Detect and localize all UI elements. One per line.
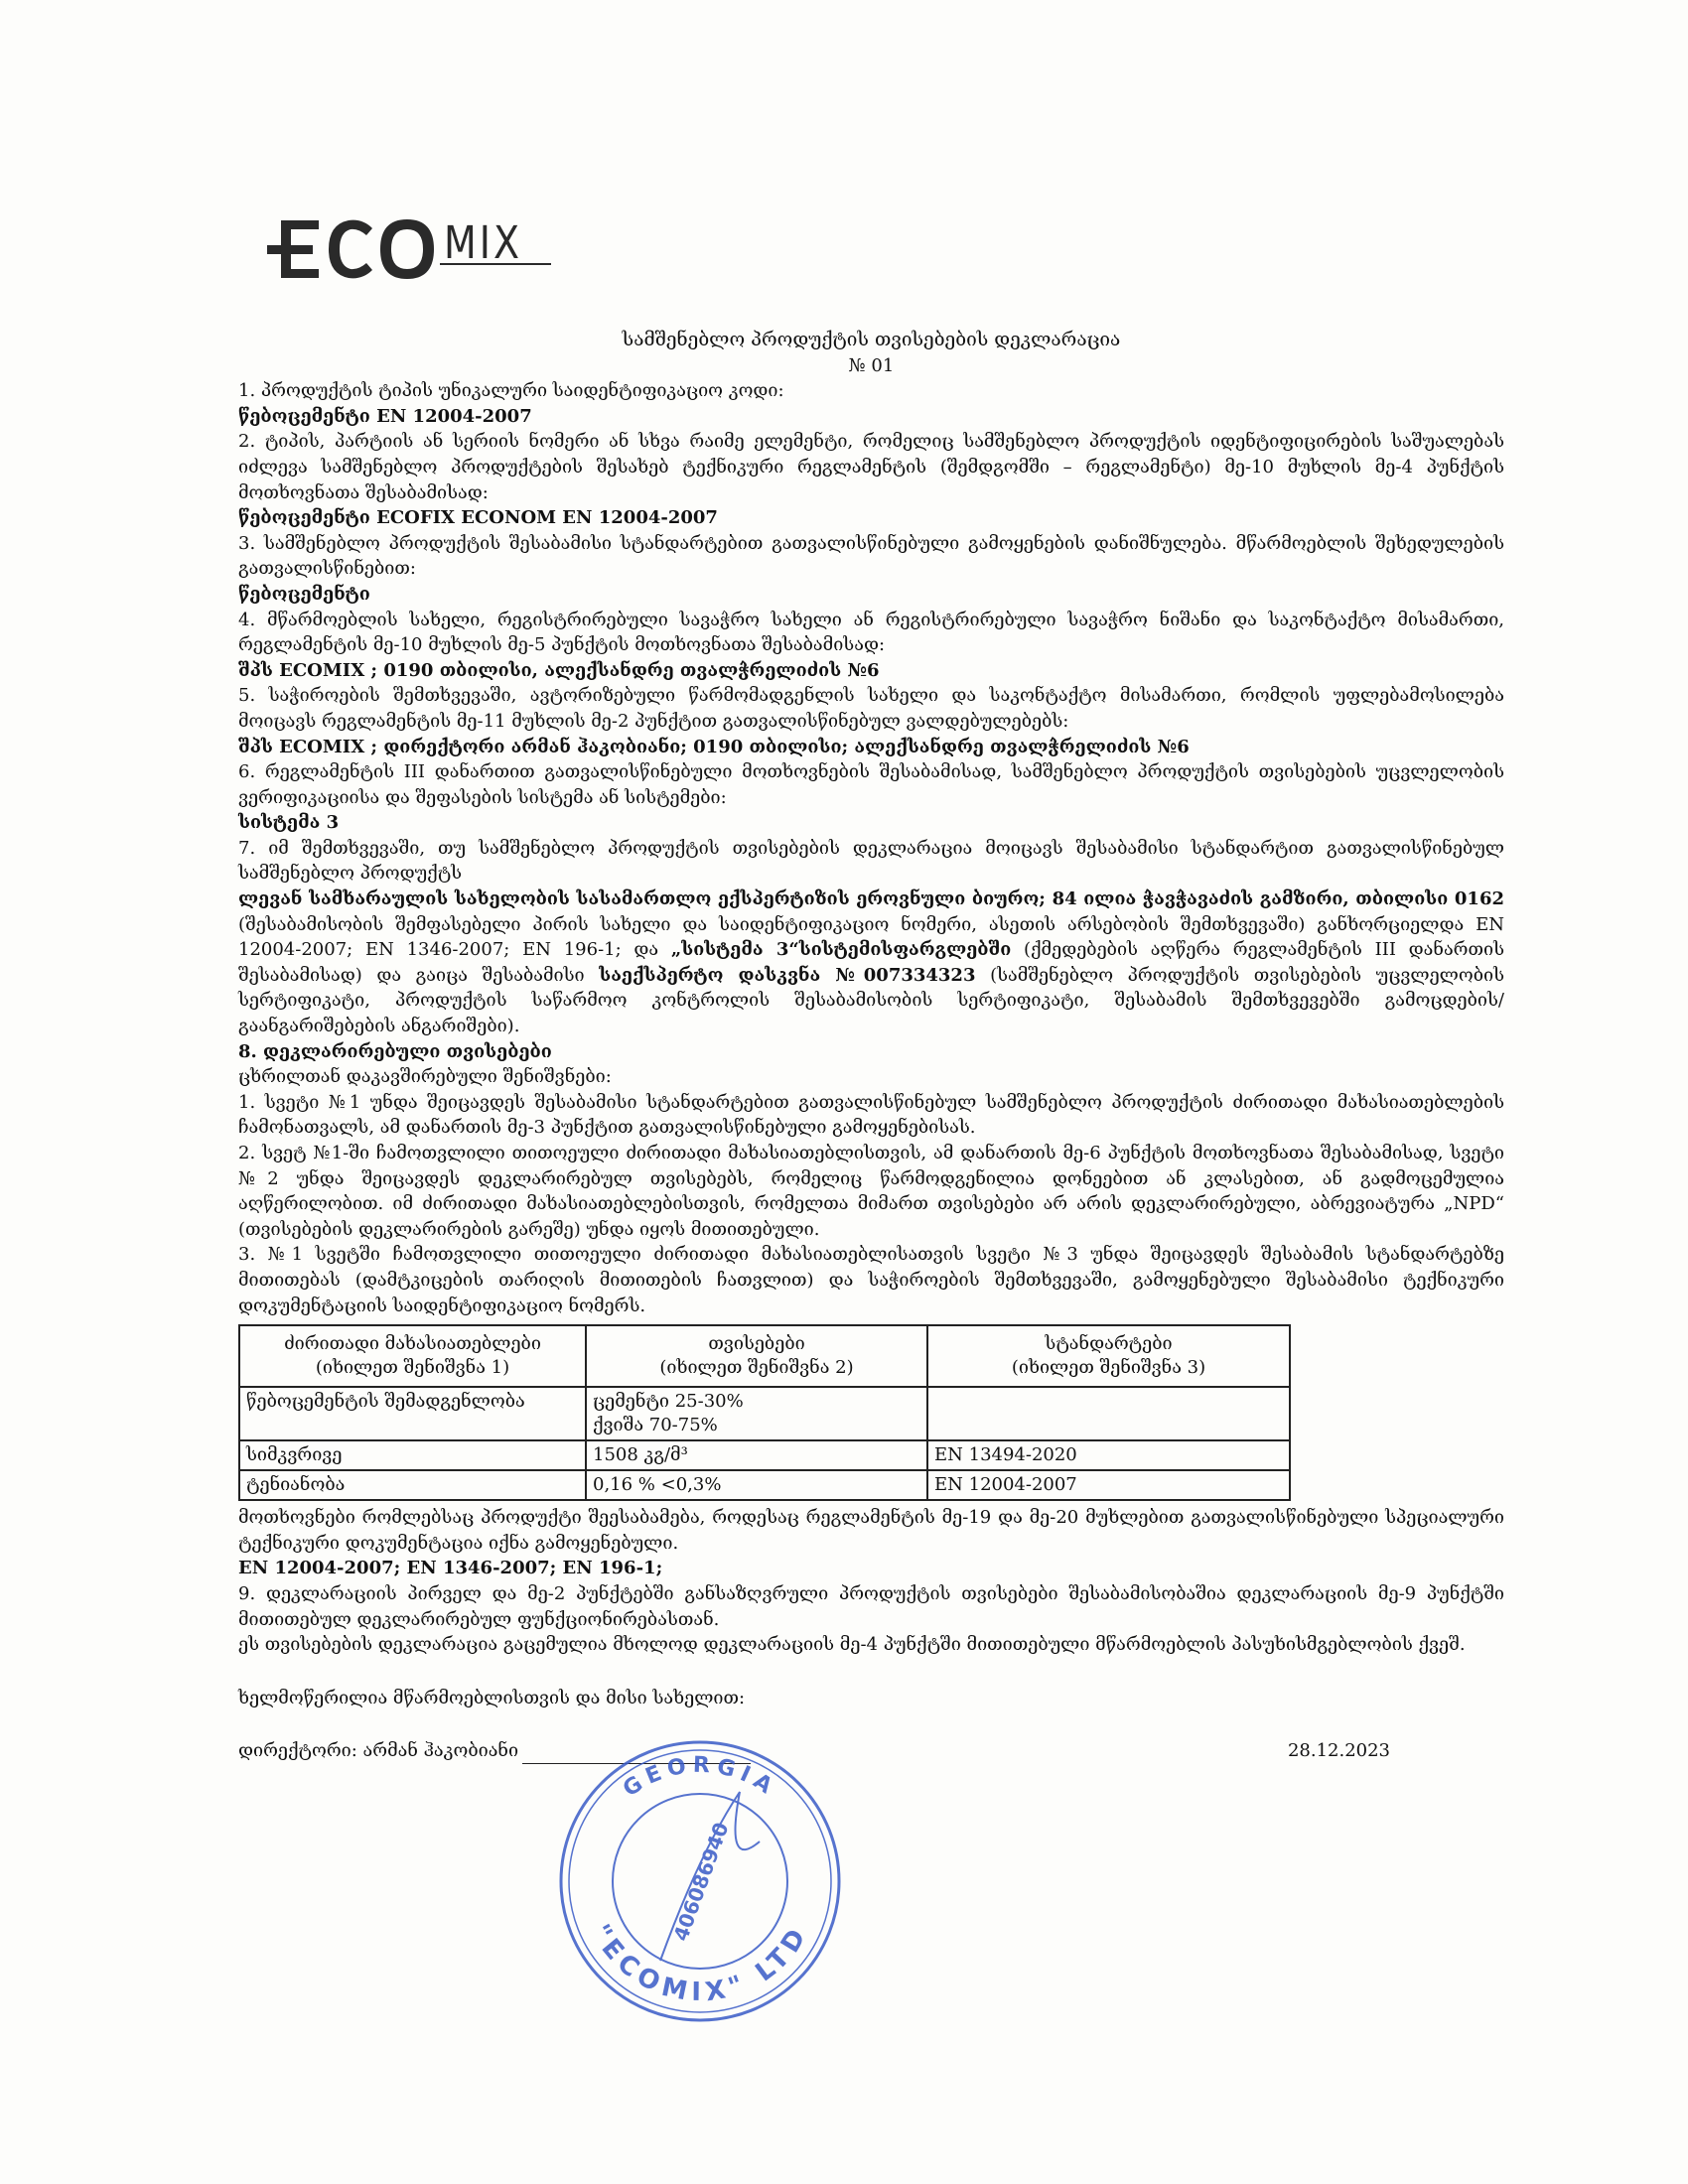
table-cell [927,1387,1290,1440]
signed-on-behalf: ხელმოწერილია მწარმოებლისთვის და მისი სახელით: [238,1687,746,1708]
item-7-standards: EN 12004-2007; EN 1346-2007; EN 196-1; და [238,913,1504,961]
item-7-body-name: ლევან სამხარაულის სახელობის სასამართლო ექსპერტიზის ეროვნული ბიურო; 84 ილია ჭავჭავაძის გამზირი, თბილისი 0162 [238,888,1504,910]
table-header-characteristics: ძირითადი მახასიათებლები (იხილეთ შენიშვნა 1) [239,1325,586,1387]
document-number: № 01 [848,354,895,376]
item-4-value: შპს ECOMIX ; 0190 თბილისი, ალექსანდრე თვალჭრელიძის №6 [238,659,880,681]
requirements-text: მოთხოვნები რომლებსაც პროდუქტი შეესაბამება, როდესაც რეგლამენტის მე-19 და მე-20 მუხლებით გათვალისწინებული სპეციალური ტექნიკური დოკუმენტაცია იქნა გამოყენებული. [238,1507,1504,1554]
item-5: 5. საჭიროების შემთხვევაში, ავტორიზებული წარმომადგენლის სახელი და საკონტაქტო მისამართი, რომლის უფლებამოსილება მოიცავს რეგლამენტის მე-11 მუხლის მე-2 პუნქტით გათვალისწინებულ ვალდებულებებს: [238,685,1504,732]
table-cell: 0,16 % <0,3% [586,1470,927,1500]
item-3-value: წებოცემენტი [238,583,370,605]
note-3: 3. №1 სვეტში ჩამოთვლილი თითოეული ძირითადი მახასიათებლისათვის სვეტი №3 უნდა შეიცავდეს შესაბამის სტანდარტებზე მითითებას (დამტკიცების თარიღის მითითების ჩათვლით) და საჭიროების შემთხვევაში, გამოყენებული შესაბამისი ტექნიკური დოკუმენტაციის საიდენტიფიკაციო ნომერს. [238,1244,1504,1316]
table-header-standards: სტანდარტები (იხილეთ შენიშვნა 3) [927,1325,1290,1387]
declaration-date: 28.12.2023 [1287,1740,1390,1762]
table-cell: წებოცემენტის შემადგენლობა [239,1387,586,1440]
table-cell: სიმკვრივე [239,1440,586,1470]
company-stamp [551,1732,849,2030]
item-6-value: სისტემა 3 [238,812,340,834]
item-4: 4. მწარმოებლის სახელი, რეგისტრირებული სავაჭრო სახელი ან რეგისტრირებული სავაჭრო ნიშანი და საკონტაქტო მისამართი, რეგლამენტის მე-10 მუხლის მე-5 პუნქტის მოთხოვნათა შესაბამისად: [238,609,1504,656]
item-6: 6. რეგლამენტის III დანართით გათვალისწინებული მოთხოვნების შესაბამისად, სამშენებლო პროდუქტის თვისებების უცვლელობის ვერიფიკაციისა და შეფასების სისტემა ან სისტემები: [238,761,1504,808]
svg-text:406086940: 406086940 [668,1819,734,1945]
svg-text:"ECOMIX" LTD: "ECOMIX" LTD [585,1919,815,2008]
declaration-body [238,328,1504,1764]
table-header-properties: თვისებები (იხილეთ შენიშვნა 2) [586,1325,927,1387]
table-cell: ტენიანობა [239,1470,586,1500]
item-3: 3. სამშენებლო პროდუქტის შესაბამისი სტანდარტებით გათვალისწინებული გამოყენების დანიშნულება. მწარმოებლის შეხედულების გათვალისწინებით: [238,532,1504,580]
item-7: 7. იმ შემთხვევაში, თუ სამშენებლო პროდუქტის თვისებების დეკლარაცია მოიცავს შესაბამისი სტანდარტით გათვალისწინებულ სამშენებლო პროდუქტს [238,837,1504,885]
item-7-conclusion: საექსპერტო დასკვნა №007334323 [599,964,976,986]
declared-properties-table [238,1324,1291,1501]
table-cell: EN 13494-2020 [927,1440,1290,1470]
item-1-value: წებოცემენტი EN 12004-2007 [238,405,532,427]
item-1: 1. პროდუქტის ტიპის უნიკალური საიდენტიფიკაციო კოდი: [238,380,784,402]
item-7-actions: (ქმედებების აღწერა რეგლამენტის III დანართის შესაბამისად) და გაიცა შესაბამისი [238,939,1504,986]
table-cell: EN 12004-2007 [927,1470,1290,1500]
notes-title: ცხრილთან დაკავშირებული შენიშვნები: [238,1066,612,1088]
note-1: 1. სვეტი №1 უნდა შეიცავდეს შესაბამისი სტანდარტებით გათვალისწინებულ სამშენებლო პროდუქტის ძირითადი მახასიათებლების ჩამონათვალს, ამ დანართის მე-3 პუნქტით გათვალისწინებული გამოყენებისას. [238,1091,1504,1139]
table-row [239,1387,1290,1440]
item-2-value: წებოცემენტი ECOFIX ECONOM EN 12004-2007 [238,507,718,529]
item-7-body [238,887,1504,1039]
item-5-value: შპს ECOMIX ; დირექტორი არმან ჰაკობიანი; 0190 თბილისი; ალექსანდრე თვალჭრელიძის №6 [238,736,1190,757]
logo-mix-text: MIX [444,215,523,269]
item-7-system: „სისტემა 3“სისტემისფარგლებში [670,939,1012,961]
table-row [239,1470,1290,1500]
item-9: 9. დეკლარაციის პირველ და მე-2 პუნქტებში განსაზღვრული პროდუქტის თვისებები შესაბამისობაშია დეკლარაციის მე-9 პუნქტში მითითებულ დეკლარირებულ ფუნქციონირებასთან. [238,1582,1504,1630]
requirements-standards: EN 12004-2007; EN 1346-2007; EN 196-1; [238,1558,663,1579]
item-2: 2. ტიპის, პარტიის ან სერიის ნომერი ან სხვა რაიმე ელემენტი, რომელიც სამშენებლო პროდუქტის იდენტიფიცირების საშუალებას იძლევა სამშენებლო პროდუქტების შესახებ ტექნიკური რეგლამენტის (შემდგომში – რეგლამენტი) მე-10 მუხლის მე-4 პუნქტის მოთხოვნათა შესაბამისად: [238,431,1504,503]
table-cell: 1508 კგ/მ³ [586,1440,927,1470]
svg-text:GEORGIA: GEORGIA [619,1752,781,1803]
table-cell: ცემენტი 25-30% ქვიშა 70-75% [586,1387,927,1440]
document-title: სამშენებლო პროდუქტის თვისებების დეკლარაცია [622,329,1121,350]
item-7-certificates: (სამშენებლო პროდუქტის თვისებების უცვლელობის სერტიფიკატი, პროდუქტის საწარმოო კონტროლის შესაბამისობის სერტიფიკატი, შესაბამის შემთხვევებში გამოცდების/გაანგარიშებების ანგარიშები). [238,964,1505,1037]
item-7-assessor: (შესაბამისობის შემფასებელი პირის სახელი და საიდენტიფიკაციო ნომერი, ასეთის არსებობის შემთხვევაში) განხორციელდა [238,913,1465,935]
table-header-row [239,1325,1290,1387]
ecomix-logo [263,199,561,298]
responsibility-statement: ეს თვისებების დეკლარაცია გაცემულია მხოლოდ დეკლარაციის მე-4 პუნქტში მითითებული მწარმოებლის პასუხისმგებლობის ქვეშ. [238,1634,1466,1656]
section-8-title: 8. დეკლარირებული თვისებები [238,1040,552,1062]
table-row [239,1440,1290,1470]
director-label: დირექტორი: არმან ჰაკობიანი [238,1740,519,1762]
note-2: 2. სვეტ №1-ში ჩამოთვლილი თითოეული ძირითადი მახასიათებლისთვის, ამ დანართის მე-6 პუნქტის მოთხოვნათა შესაბამისად, სვეტი №2 უნდა შეიცავდეს დეკლარირებულ თვისებებს, რომელიც წარმოდგენილია დონეებით ან კლასებით, ან გადმოცემულია აღწერილობით. იმ ძირითადი მახასიათებლებისთვის, რომელთა მიმართ თვისებები არ არის დეკლარირებული, აბრევიატურა „NPD“ (თვისებების დეკლარირების გარეშე) უნდა იყოს მითითებული. [238,1143,1504,1240]
